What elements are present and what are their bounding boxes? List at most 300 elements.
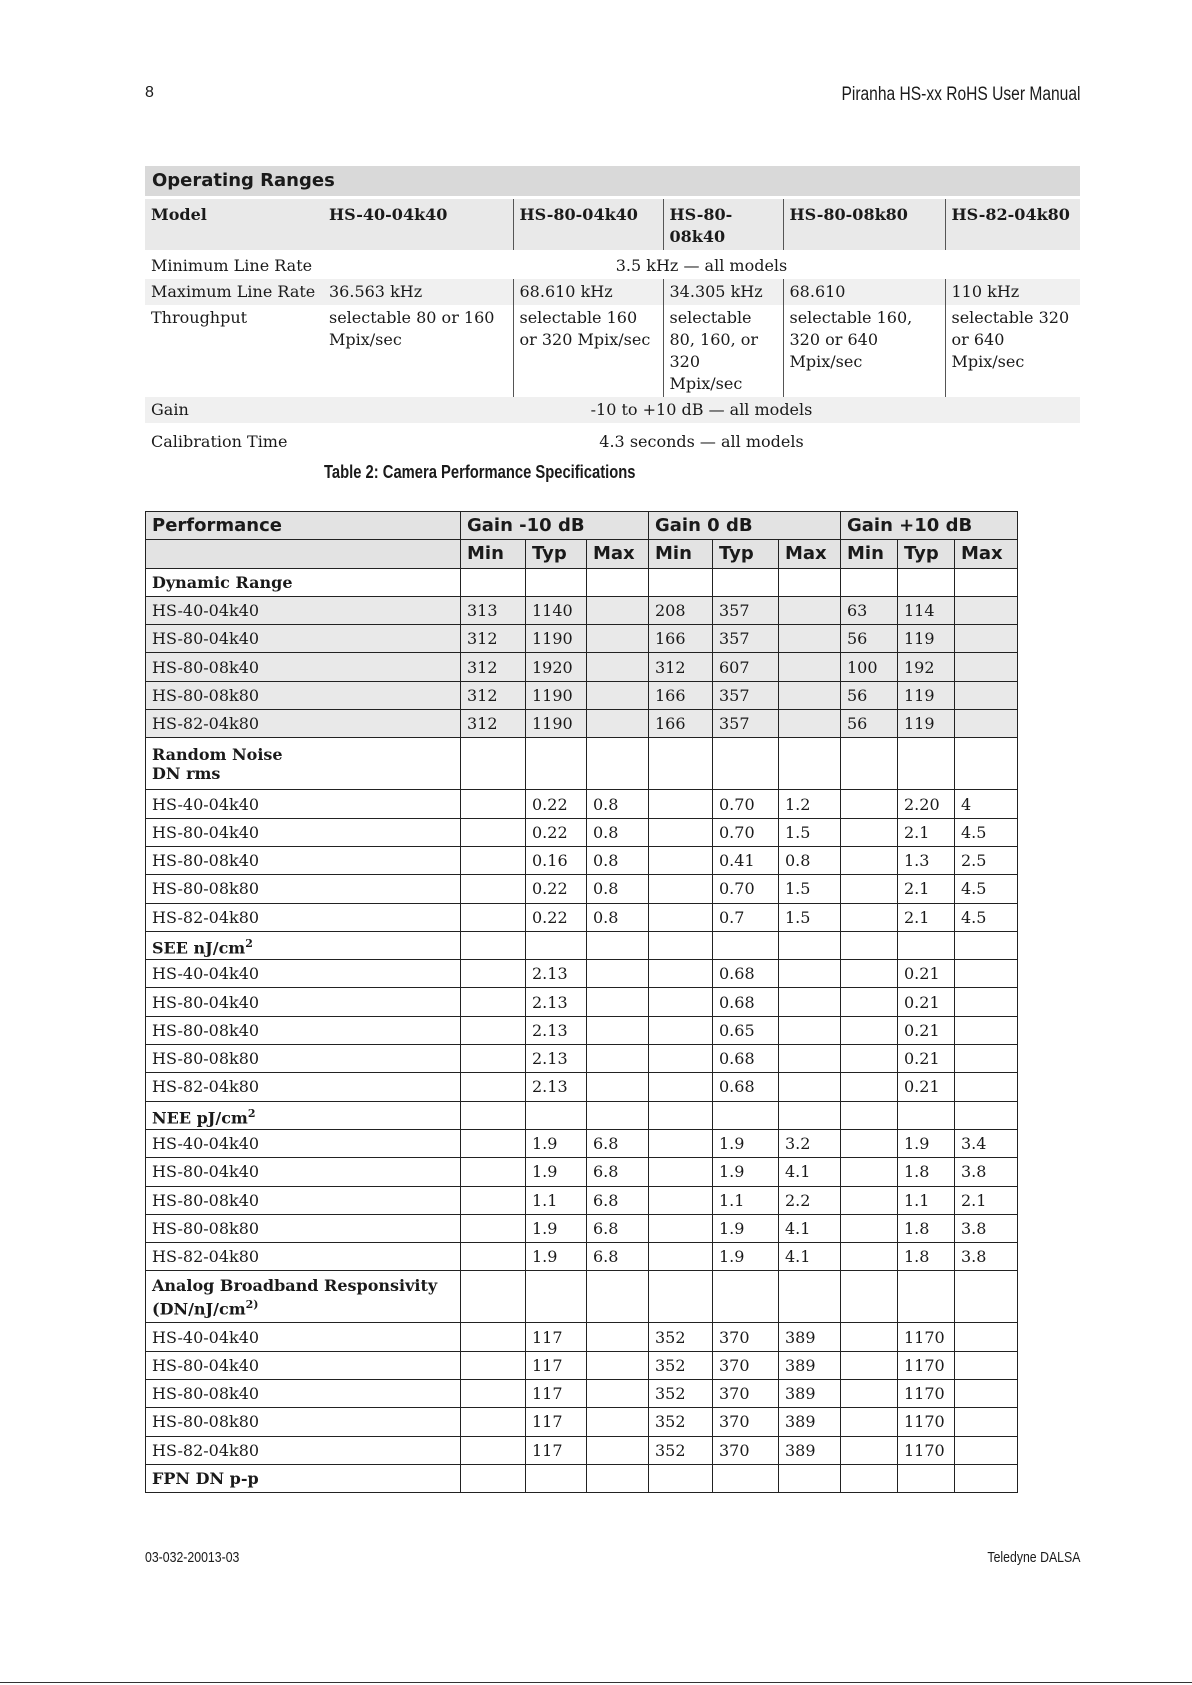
value-cell: 4.5 — [955, 903, 1018, 931]
table-caption: Table 2: Camera Performance Specifications — [324, 462, 636, 482]
typ-header: Typ — [526, 540, 587, 568]
empty-cell — [649, 568, 713, 596]
empty-cell — [898, 568, 955, 596]
value-cell — [461, 1186, 526, 1214]
value-cell: 2.13 — [526, 1045, 587, 1073]
section-header-row — [146, 1464, 1018, 1492]
table-row — [146, 960, 1018, 988]
value-cell — [649, 1214, 713, 1242]
value-cell: 0.8 — [587, 790, 649, 818]
value-cell: 2.13 — [526, 1073, 587, 1101]
value-cell: 6.8 — [587, 1158, 649, 1186]
value-cell: 1.9 — [526, 1158, 587, 1186]
empty-cell — [955, 568, 1018, 596]
table-row — [146, 818, 1018, 846]
value-cell: 2.1 — [898, 875, 955, 903]
empty-cell — [955, 1271, 1018, 1323]
value-cell: 352 — [649, 1380, 713, 1408]
empty-cell — [841, 738, 898, 790]
empty-cell — [587, 1271, 649, 1323]
model-cell: HS-82-04k80 — [146, 903, 461, 931]
max-header: Max — [587, 540, 649, 568]
min-header: Min — [841, 540, 898, 568]
value-cell: 607 — [713, 653, 779, 681]
value-cell — [779, 596, 841, 624]
value-cell — [587, 1408, 649, 1436]
value-cell — [461, 1351, 526, 1379]
empty-cell — [779, 931, 841, 959]
section-header-row — [146, 1271, 1018, 1323]
value-cell: 6.8 — [587, 1214, 649, 1242]
value-cell: 56 — [841, 681, 898, 709]
model-name: HS-80-04k40 — [513, 199, 663, 250]
value-cell: 0.21 — [898, 960, 955, 988]
empty-cell — [587, 738, 649, 790]
min-typ-max-header-row — [146, 540, 1018, 568]
value-cell: 1170 — [898, 1436, 955, 1464]
section-title-text: Analog Broadband Responsivity — [152, 1275, 438, 1295]
value-cell: 2.13 — [526, 960, 587, 988]
value-cell: 352 — [649, 1436, 713, 1464]
value-cell — [461, 1045, 526, 1073]
value-cell — [649, 903, 713, 931]
value-cell: 370 — [713, 1323, 779, 1351]
value-cell: 0.68 — [713, 1045, 779, 1073]
value-cell: 0.65 — [713, 1016, 779, 1044]
page-number: 8 — [145, 84, 154, 101]
value-cell: 312 — [461, 710, 526, 738]
value-cell — [649, 1243, 713, 1271]
value-cell — [649, 1045, 713, 1073]
calibration-value: 4.3 seconds — all models — [599, 432, 804, 451]
throughput-value: selectable 80 or 160 Mpix/sec — [329, 308, 495, 349]
value-cell — [841, 988, 898, 1016]
value-cell — [779, 960, 841, 988]
header-title: Piranha HS-xx RoHS User Manual — [841, 84, 1080, 105]
value-cell: 1.9 — [526, 1129, 587, 1157]
value-cell: 63 — [841, 596, 898, 624]
value-cell — [841, 1243, 898, 1271]
max-line-rate-row — [145, 279, 1080, 305]
model-name: HS-80-08k80 — [783, 199, 945, 250]
value-cell — [461, 790, 526, 818]
empty-cell — [526, 1271, 587, 1323]
value-cell: 389 — [779, 1436, 841, 1464]
value-cell: 56 — [841, 710, 898, 738]
page-bottom-rule — [0, 1682, 1192, 1683]
table-row — [146, 1073, 1018, 1101]
value-cell: 0.22 — [526, 875, 587, 903]
max-line-rate-value: 68.610 kHz — [513, 279, 663, 305]
value-cell: 4.1 — [779, 1158, 841, 1186]
min-header: Min — [461, 540, 526, 568]
model-cell: HS-80-04k40 — [146, 988, 461, 1016]
empty-cell — [713, 1101, 779, 1129]
value-cell: 370 — [713, 1351, 779, 1379]
calibration-label: Calibration Time — [151, 432, 288, 451]
empty-cell — [898, 1271, 955, 1323]
value-cell: 3.8 — [955, 1243, 1018, 1271]
throughput-value: selectable 320 or 640 Mpix/sec — [945, 305, 1080, 397]
section-title — [146, 738, 461, 790]
value-cell — [461, 1408, 526, 1436]
empty-cell — [526, 1101, 587, 1129]
value-cell: 117 — [526, 1408, 587, 1436]
model-cell: HS-80-08k40 — [146, 653, 461, 681]
empty-cell — [898, 931, 955, 959]
model-cell: HS-82-04k80 — [146, 1073, 461, 1101]
section-title-text: SEE nJ/cm — [152, 938, 246, 958]
section-title-superscript: 2 — [247, 1106, 256, 1120]
model-label: Model — [145, 199, 323, 250]
value-cell: 3.2 — [779, 1129, 841, 1157]
value-cell: 2.1 — [955, 1186, 1018, 1214]
empty-cell — [649, 1271, 713, 1323]
empty-cell — [955, 931, 1018, 959]
empty-cell — [955, 1464, 1018, 1492]
value-cell: 4.5 — [955, 818, 1018, 846]
value-cell: 0.21 — [898, 1016, 955, 1044]
value-cell: 117 — [526, 1323, 587, 1351]
table-row — [146, 1129, 1018, 1157]
empty-cell — [713, 738, 779, 790]
value-cell: 1170 — [898, 1351, 955, 1379]
throughput-value: selectable 80, 160, or 320 Mpix/sec — [663, 305, 783, 397]
empty-cell — [779, 738, 841, 790]
value-cell: 2.1 — [898, 818, 955, 846]
value-cell: 1.9 — [713, 1214, 779, 1242]
max-line-rate-value: 110 kHz — [945, 279, 1080, 305]
value-cell: 352 — [649, 1408, 713, 1436]
gain-row — [145, 397, 1080, 423]
empty-cell — [713, 1464, 779, 1492]
value-cell — [841, 1351, 898, 1379]
value-cell — [841, 1408, 898, 1436]
value-cell: 0.8 — [587, 875, 649, 903]
value-cell: 389 — [779, 1351, 841, 1379]
value-cell — [461, 1214, 526, 1242]
value-cell — [841, 960, 898, 988]
value-cell: 2.13 — [526, 1016, 587, 1044]
value-cell: 1920 — [526, 653, 587, 681]
table-row — [146, 1351, 1018, 1379]
value-cell — [841, 875, 898, 903]
value-cell: 0.68 — [713, 988, 779, 1016]
empty-cell — [587, 1464, 649, 1492]
table-row — [146, 1380, 1018, 1408]
empty-cell — [461, 1271, 526, 1323]
value-cell — [841, 818, 898, 846]
model-cell: HS-82-04k80 — [146, 1243, 461, 1271]
gain-group-header: Gain 0 dB — [649, 512, 841, 540]
min-line-rate-row — [145, 253, 1080, 279]
value-cell — [461, 1016, 526, 1044]
value-cell: 1.9 — [713, 1158, 779, 1186]
value-cell — [649, 875, 713, 903]
table-row — [146, 710, 1018, 738]
section-header-row — [146, 931, 1018, 959]
empty-cell — [649, 1101, 713, 1129]
value-cell: 4.5 — [955, 875, 1018, 903]
value-cell — [841, 1436, 898, 1464]
value-cell: 192 — [898, 653, 955, 681]
min-line-rate-label: Minimum Line Rate — [151, 256, 313, 275]
empty-cell — [779, 1271, 841, 1323]
value-cell — [649, 1158, 713, 1186]
value-cell — [779, 1016, 841, 1044]
value-cell: 2.1 — [898, 903, 955, 931]
value-cell — [649, 818, 713, 846]
section-title-text: FPN DN p-p — [152, 1469, 259, 1489]
model-cell: HS-80-04k40 — [146, 625, 461, 653]
value-cell: 313 — [461, 596, 526, 624]
value-cell: 208 — [649, 596, 713, 624]
value-cell: 4 — [955, 790, 1018, 818]
value-cell — [841, 1158, 898, 1186]
value-cell: 0.16 — [526, 846, 587, 874]
value-cell: 0.8 — [779, 846, 841, 874]
value-cell: 0.68 — [713, 960, 779, 988]
value-cell: 312 — [461, 653, 526, 681]
section-title — [146, 1101, 461, 1129]
value-cell — [587, 1323, 649, 1351]
table-row — [146, 903, 1018, 931]
section-title — [146, 931, 461, 959]
operating-ranges-table — [145, 166, 1080, 455]
value-cell — [955, 988, 1018, 1016]
value-cell — [779, 1045, 841, 1073]
empty-cell — [526, 931, 587, 959]
empty-cell — [649, 738, 713, 790]
value-cell: 1.8 — [898, 1243, 955, 1271]
value-cell — [461, 1436, 526, 1464]
value-cell: 6.8 — [587, 1243, 649, 1271]
table-row — [146, 1158, 1018, 1186]
value-cell — [461, 1323, 526, 1351]
throughput-value: selectable 160, 320 or 640 Mpix/sec — [783, 305, 945, 397]
table-row — [146, 875, 1018, 903]
model-name: HS-40-04k40 — [323, 199, 513, 250]
empty-cell — [461, 738, 526, 790]
calibration-row — [145, 423, 1080, 455]
value-cell: 166 — [649, 625, 713, 653]
value-cell: 119 — [898, 681, 955, 709]
value-cell — [587, 988, 649, 1016]
section-title-superscript: 2) — [245, 1297, 259, 1311]
value-cell — [779, 625, 841, 653]
model-name: HS-82-04k80 — [945, 199, 1080, 250]
max-line-rate-value: 68.610 — [783, 279, 945, 305]
empty-cell — [841, 1101, 898, 1129]
model-cell: HS-80-08k80 — [146, 681, 461, 709]
table-row — [146, 1408, 1018, 1436]
value-cell: 312 — [649, 653, 713, 681]
value-cell — [461, 903, 526, 931]
value-cell: 0.8 — [587, 903, 649, 931]
value-cell — [461, 1380, 526, 1408]
section-title-text: Dynamic Range — [152, 572, 293, 592]
section-header-row — [146, 1101, 1018, 1129]
value-cell: 0.68 — [713, 1073, 779, 1101]
typ-header: Typ — [898, 540, 955, 568]
value-cell: 1.2 — [779, 790, 841, 818]
table-row — [146, 1045, 1018, 1073]
value-cell: 1.1 — [713, 1186, 779, 1214]
value-cell: 1.8 — [898, 1158, 955, 1186]
value-cell — [955, 1016, 1018, 1044]
value-cell — [841, 903, 898, 931]
max-line-rate-value: 34.305 kHz — [663, 279, 783, 305]
empty-cell — [461, 568, 526, 596]
value-cell: 2.2 — [779, 1186, 841, 1214]
empty-cell — [841, 1464, 898, 1492]
value-cell — [649, 846, 713, 874]
performance-header-row — [146, 512, 1018, 540]
empty-cell — [713, 568, 779, 596]
value-cell: 1.9 — [713, 1243, 779, 1271]
empty-cell — [587, 931, 649, 959]
model-cell: HS-80-08k80 — [146, 875, 461, 903]
model-header-row — [145, 199, 1080, 250]
value-cell: 0.70 — [713, 818, 779, 846]
value-cell: 370 — [713, 1408, 779, 1436]
footer-company: Teledyne DALSA — [987, 1549, 1080, 1566]
empty-cell — [779, 1464, 841, 1492]
value-cell: 352 — [649, 1351, 713, 1379]
value-cell: 117 — [526, 1436, 587, 1464]
value-cell: 1.5 — [779, 818, 841, 846]
value-cell: 1.9 — [713, 1129, 779, 1157]
max-header: Max — [779, 540, 841, 568]
value-cell: 117 — [526, 1351, 587, 1379]
value-cell: 312 — [461, 681, 526, 709]
value-cell — [587, 1351, 649, 1379]
value-cell: 100 — [841, 653, 898, 681]
model-cell: HS-82-04k80 — [146, 710, 461, 738]
section-title-text: Random Noise — [152, 744, 283, 764]
value-cell — [461, 1073, 526, 1101]
value-cell: 357 — [713, 625, 779, 653]
typ-header: Typ — [713, 540, 779, 568]
value-cell: 6.8 — [587, 1186, 649, 1214]
value-cell: 0.7 — [713, 903, 779, 931]
value-cell — [955, 681, 1018, 709]
value-cell: 1190 — [526, 681, 587, 709]
empty-cell — [146, 540, 461, 568]
empty-cell — [461, 1464, 526, 1492]
value-cell: 352 — [649, 1323, 713, 1351]
value-cell — [461, 988, 526, 1016]
table-row — [146, 653, 1018, 681]
throughput-label: Throughput — [151, 308, 248, 327]
value-cell — [841, 790, 898, 818]
value-cell: 3.4 — [955, 1129, 1018, 1157]
empty-cell — [898, 738, 955, 790]
value-cell: 6.8 — [587, 1129, 649, 1157]
value-cell — [955, 1073, 1018, 1101]
value-cell — [841, 1129, 898, 1157]
model-cell: HS-80-08k40 — [146, 846, 461, 874]
table-row — [146, 596, 1018, 624]
value-cell: 119 — [898, 625, 955, 653]
value-cell: 2.20 — [898, 790, 955, 818]
value-cell: 370 — [713, 1436, 779, 1464]
value-cell — [587, 1045, 649, 1073]
table-row — [146, 1243, 1018, 1271]
value-cell: 1.1 — [526, 1186, 587, 1214]
value-cell — [841, 1073, 898, 1101]
empty-cell — [649, 931, 713, 959]
value-cell — [779, 681, 841, 709]
value-cell: 1190 — [526, 625, 587, 653]
model-name: HS-80-08k40 — [663, 199, 783, 250]
model-cell: HS-80-08k80 — [146, 1408, 461, 1436]
value-cell: 389 — [779, 1408, 841, 1436]
operating-ranges-title: Operating Ranges — [145, 166, 1080, 196]
value-cell — [649, 1129, 713, 1157]
empty-cell — [779, 1101, 841, 1129]
value-cell: 1.9 — [526, 1243, 587, 1271]
table-row — [146, 790, 1018, 818]
model-cell: HS-40-04k40 — [146, 960, 461, 988]
value-cell — [955, 960, 1018, 988]
empty-cell — [526, 1464, 587, 1492]
value-cell: 389 — [779, 1323, 841, 1351]
value-cell — [955, 1045, 1018, 1073]
value-cell: 0.22 — [526, 790, 587, 818]
value-cell — [587, 653, 649, 681]
empty-cell — [587, 568, 649, 596]
value-cell: 1.5 — [779, 875, 841, 903]
section-title-unit: (DN/nJ/cm — [152, 1299, 246, 1319]
value-cell: 1170 — [898, 1408, 955, 1436]
empty-cell — [955, 738, 1018, 790]
value-cell — [779, 653, 841, 681]
value-cell — [587, 681, 649, 709]
section-header-row — [146, 568, 1018, 596]
value-cell — [461, 1158, 526, 1186]
value-cell — [955, 625, 1018, 653]
empty-cell — [841, 931, 898, 959]
value-cell: 2.13 — [526, 988, 587, 1016]
model-cell: HS-40-04k40 — [146, 790, 461, 818]
value-cell — [461, 846, 526, 874]
value-cell: 4.1 — [779, 1243, 841, 1271]
value-cell — [587, 596, 649, 624]
value-cell — [587, 710, 649, 738]
gain-group-header: Gain +10 dB — [841, 512, 1018, 540]
section-title — [146, 1271, 461, 1323]
max-line-rate-value: 36.563 kHz — [323, 279, 513, 305]
empty-cell — [587, 1101, 649, 1129]
value-cell — [955, 653, 1018, 681]
value-cell: 1.3 — [898, 846, 955, 874]
value-cell: 0.22 — [526, 903, 587, 931]
section-title-superscript: 2 — [245, 936, 253, 950]
section-header-row — [146, 738, 1018, 790]
value-cell: 0.70 — [713, 875, 779, 903]
gain-group-header: Gain -10 dB — [461, 512, 649, 540]
value-cell: 1.8 — [898, 1214, 955, 1242]
model-cell: HS-80-04k40 — [146, 1351, 461, 1379]
empty-cell — [461, 931, 526, 959]
value-cell — [461, 1129, 526, 1157]
value-cell — [841, 1214, 898, 1242]
value-cell: 1190 — [526, 710, 587, 738]
model-cell: HS-80-08k40 — [146, 1380, 461, 1408]
value-cell — [587, 1436, 649, 1464]
empty-cell — [526, 568, 587, 596]
